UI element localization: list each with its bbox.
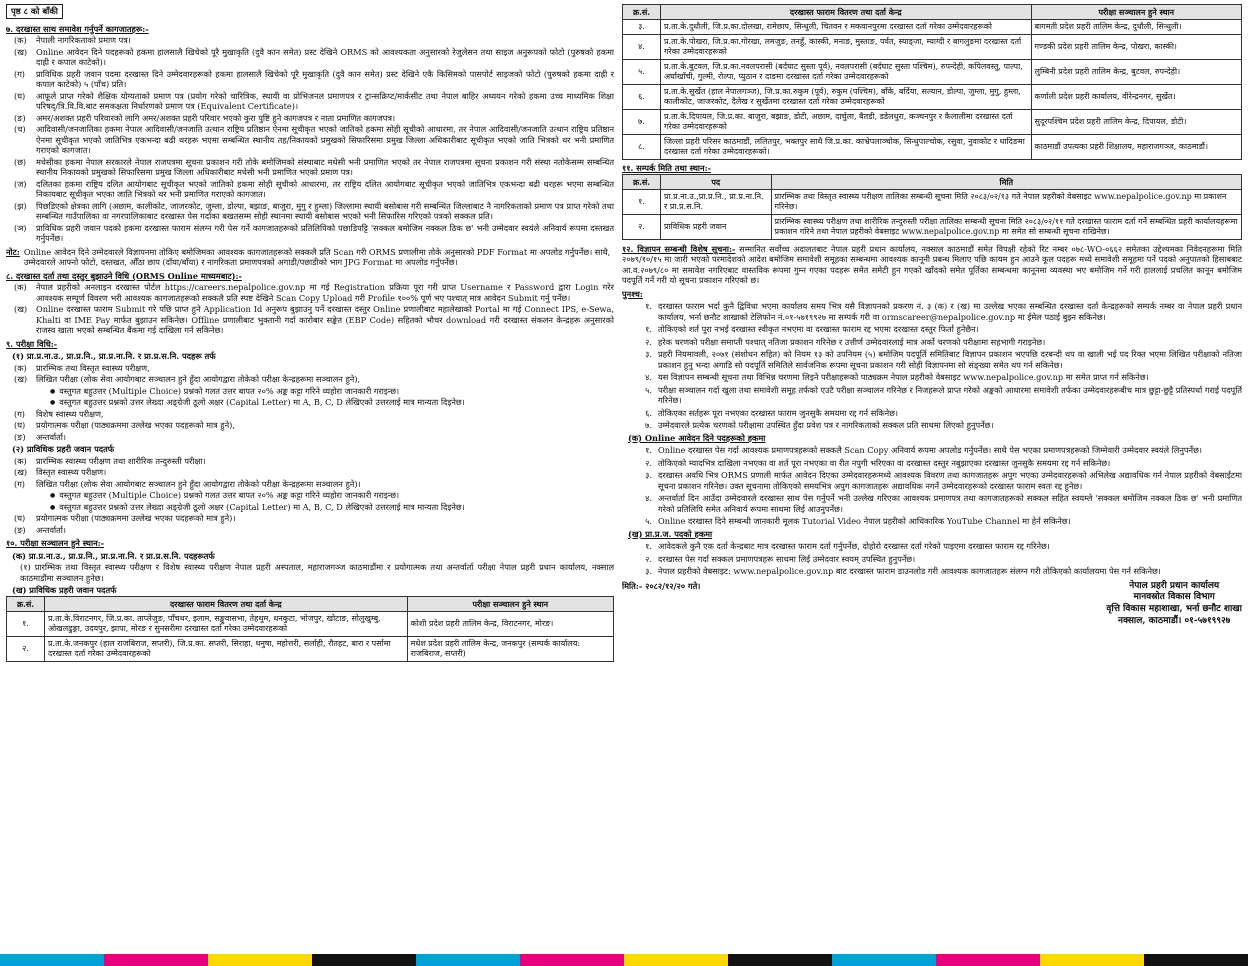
item-text: नेपाल प्रहरीको वेबसाइट: www.nepalpolice.gov.np बाट दरखास्त फाराम डाउनलोड गरी आवश्यक कागजातहरू संलग्न गरी तोकिएको कार्यालयमा पेस गर्न सकिनेछ। (658, 566, 1161, 576)
item-text: तोकिएका सर्तहरू पूरा नभएका दरखास्त फाराम जुनसुकै समयमा रद्द गर्न सकिनेछ। (658, 407, 899, 418)
item-text: उम्मेदवारले प्रत्येक चरणको परीक्षामा उपस्थित हुँदा प्रवेश पत्र र नागरिकताको सक्कल प्रति साथमा लिएको हुनुपर्नेछ। (658, 420, 994, 430)
bullet-item: ● वस्तुगत बहुउत्तर प्रश्नको उत्तर लेख्दा अङ्ग्रेजी ठूलो अक्षर (Capital Letter) मा A, B, C, D लेखिएको उत्तरलाई मात्र मान्यता दिइनेछ। (6, 502, 614, 513)
table-cell-n: १. (7, 611, 45, 636)
table-cell-n: ३. (623, 20, 661, 35)
section10-heading: १०. परीक्षा सञ्चालन हुने स्थान:- (6, 538, 105, 549)
office-line-4: नक्साल, काठमाडौं। ०१-५७१९९२७ (1118, 615, 1231, 626)
list-item (6, 69, 614, 90)
prajan-items (622, 541, 1242, 577)
section9-sub1-items2 (6, 409, 614, 443)
right-center-table (622, 4, 1242, 160)
list-item (622, 470, 1242, 491)
table-cell-center: प्र.ता.के.पोखरा, जि.प्र.का.गोरखा, लमजुङ, तनहुँ, कास्की, मनाङ, मुस्ताङ, पर्वत, स्याङ्जा, म्याग्दी र बागलुङमा दरखास्त दर्ता गरेका उम्मेदवारहरूको (661, 35, 1032, 60)
office-line-1: नेपाल प्रहरी प्रधान कार्यालय (1129, 580, 1220, 591)
table-cell-center: प्र.ता.के.बुटवल, जि.प्र.का.नवलपरासी (बर्दघाट सुस्ता पूर्व), नवलपरासी (बर्दघाट सुस्ता पश्चिम), रुपन्देही, कपिलवस्तु, पाल्पा, अर्घाखाँची, गुल्मी, रोल्पा, प्युठान र दाङमा दरखास्त दर्ता गरेका उम्मेदवारहरूको (661, 60, 1032, 85)
left-column (6, 4, 614, 954)
table-cell-place: कोशी प्रदेश प्रहरी तालिम केन्द्र, विराटनगर, मोरङ। (407, 611, 613, 636)
section8-heading: ८. दरखास्त दर्ता तथा दस्तुर बुझाउने विधि (ORMS Online माध्यमबाट):- (6, 270, 242, 281)
list-item (6, 456, 614, 467)
item-key: (ङ) (14, 431, 26, 442)
table-cell-n: ८. (623, 135, 661, 160)
table-row (623, 20, 1242, 35)
table-header-cell: क्र.सं. (623, 5, 661, 20)
item-key: ४. (645, 372, 652, 382)
table-cell-place: लुम्बिनी प्रदेश प्रहरी तालिम केन्द्र, बुटवल, रुपन्देही। (1031, 60, 1241, 85)
item-key: (छ) (14, 156, 27, 167)
color-swatch (728, 954, 832, 966)
item-key: (ख) (14, 467, 28, 478)
item-key: (क) (14, 35, 27, 46)
item-key: (च) (14, 124, 26, 135)
footer (622, 581, 1242, 628)
table-cell-n: ४. (623, 35, 661, 60)
item-text: प्रारम्भिक तथा विस्तृत स्वास्थ्य परीक्षण, (36, 362, 150, 373)
item-key: (ग) (14, 478, 25, 489)
list-item (6, 223, 614, 244)
item-key: (घ) (14, 90, 26, 101)
list-item (6, 479, 614, 490)
color-registration-bar (0, 954, 1248, 966)
table-row (7, 611, 614, 636)
item-text: हरेक चरणको परीक्षा समाप्ती पश्चात् नतिजा प्रकाशन गरिनेछ र उत्तीर्ण उम्मेदवारलाई मात्र अर्को चरणको परीक्षामा सहभागी गराइनेछ। (658, 336, 1046, 347)
section10-subkh: (ख) प्राविधिक प्रहरी जवान पदतर्फ (12, 585, 117, 596)
table-cell-n: ६. (623, 85, 661, 110)
item-text: लिखित परीक्षा (लोक सेवा आयोगबाट सञ्चालन हुने हुँदा आयोगद्वारा तोकेको परीक्षा केन्द्रहरूमा सञ्चालन हुने), (36, 374, 361, 385)
item-text: प्रहरी नियमावली, २०७१ (संशोधन सहित) को नियम १३ को उपनियम (५) बमोजिम पदपूर्ति समितिबाट विज्ञापन प्रकाशन भएपछि दरबन्दी थप वा खाली भई पद रिक्त भएमा लिखित परीक्षाको नतिजा प्रकाशन हुनु भन्दा अगाडि सो पदपूर्ति समितिले सार्वजनिक रूपमा सूचना प्रकाशन गरी सोही विज्ञापनमा सो संङ्ख्या समेत थप गर्न सकिनेछ। (658, 349, 1242, 370)
list-item (6, 157, 614, 178)
item-key: (ग) (14, 408, 25, 419)
item-text: लिखित परीक्षा (लोक सेवा आयोगबाट सञ्चालन हुने हुँदा आयोगद्वारा तोकेको परीक्षा केन्द्रहरूमा सञ्चालन हुने)। (36, 478, 361, 489)
section9-sub2-items (6, 456, 614, 490)
item-key: १. (645, 445, 652, 455)
item-text: Online आवेदन दिने पदहरूको हकमा हालसालै खिचेको पूरै मुखाकृति (दुवै कान समेत) प्रस्ट देखिने ORMS को आवश्यकता अनुसारको रेजुलेसन तथा साइज अनुरूपको फोटो (पुरुषको हकमा दाह्री र कपाल काटेको)। (36, 46, 614, 68)
item-key: (ख) (14, 374, 28, 385)
section9-sub2: (२) प्राविधिक प्रहरी जवान पदतर्फ (12, 444, 115, 455)
item-text: Online दरखास्त पेस गर्दा आवश्यक प्रमाणपत्रहरूको सक्कलै Scan Copy अनिवार्य रूपमा अपलोड गर्नुपर्नेछ। साथै पेस भएका प्रमाणपत्रहरूको जिम्मेवारी उम्मेदवार स्वयंले लिनुपर्नेछ। (658, 445, 1202, 455)
section12-block (622, 244, 1242, 286)
list-item (622, 566, 1242, 577)
page-tag: पृष्ठ ८ को बाँकी (6, 4, 63, 19)
list-item (6, 201, 614, 222)
item-text: अन्तर्वार्ता दिन आउँदा उम्मेदवारले दरखास्त साथ पेस गर्नुपर्ने भनी उल्लेख गरिएका आवश्यक प्रमाणपत्र तथा कागजातहरूको सक्कल सहित स्वयम्ले 'सक्कल बमोजिम नक्कल ठिक छ' भनी प्रमाणित गरेको प्रतिलिपि समेत अनिवार्य रूपमा साथमा लिई आउनुपर्नेछ। (658, 493, 1242, 514)
table-header-cell: परीक्षा सञ्चालन हुने स्थान (1031, 5, 1241, 20)
list-item (622, 554, 1242, 565)
item-text: Online दरखास्त दिने सम्बन्धी जानकारी मूलक Tutorial Video नेपाल प्रहरीको आधिकारिक YouTube Channel मा हेर्न सकिनेछ। (658, 516, 1071, 526)
table-row (623, 135, 1242, 160)
online-heading: (क) Online आवेदन दिने पदहरूको हकमा (628, 432, 766, 443)
table-cell-place: सुदूरपश्चिम प्रदेश प्रहरी तालिम केन्द्र, दिपायल, डोटी। (1031, 110, 1241, 135)
list-item (622, 337, 1242, 348)
item-text: नेपाल प्रहरीको अनलाइन दरखास्त पोर्टल https://careers.nepalpolice.gov.np मा गई Registration प्रक्रिया पूरा गरी प्राप्त Username र Password द्वारा Login गरेर आवश्यक सम्पूर्ण विवरण भरी आवश्यक कागजातहरूको सक्कलै प्रति स्पष्ट देखिने Scan Copy Upload गरी Profile १००% पूर्ण भए पश्चात् मात्र आवेदन Submit गर्नु पर्नेछ। (36, 282, 614, 303)
item-key: १. (645, 541, 652, 551)
list-item (622, 420, 1242, 431)
list-item (622, 493, 1242, 514)
item-text: Online दरखास्त फाराम Submit गरे पछि प्राप्त हुने Application Id अनुरूप बुझाउनु पर्ने दरखास्त दस्तुर Online प्रणालीबाट महालेखाको Portal मा गई Connect IPS, e-Sewa, Khalti वा IME Pay मार्फत बुझाउन सकिनेछ। Offline प्रणालीबाट भुक्तानी गर्दा कारोबार सङ्केत (EBP Code) सहितको भौचर download गरी दरखास्त संकलन केन्द्रहरू अनुसारको राजस्व खाता भएको सम्बन्धित बैंकमा गई दाखिला गर्न सकिनेछ। (36, 304, 614, 336)
item-key: (क) (14, 362, 27, 373)
section9-sub2-bullets (6, 490, 614, 512)
contact-date-table (622, 174, 1242, 240)
list-item (622, 516, 1242, 527)
table-cell-n: २. (7, 636, 45, 661)
bullet-item: ● वस्तुगत बहुउत्तर प्रश्नको उत्तर लेख्दा अङ्ग्रेजी ठूलो अक्षर (Capital Letter) मा A, B, C, D लेखिएको उत्तरलाई मात्र मान्यता दिइनेछ। (6, 397, 614, 408)
item-key: ७. (645, 420, 652, 430)
bullet-item: ● वस्तुगत बहुउत्तर (Multiple Choice) प्रश्नको गलत उत्तर बापत २०% अङ्क कट्टा गरिने व्यहोरा जानकारी गराइन्छ। (6, 386, 614, 397)
list-item (622, 372, 1242, 383)
table-header-cell: पद (661, 174, 772, 189)
table-row (623, 110, 1242, 135)
table-cell-n: ५. (623, 60, 661, 85)
note-text: Online आवेदन दिने उम्मेदवारले विज्ञापनमा तोकिए बमोजिमका आवश्यक कागजातहरूको सक्कलै प्रति Scan गरी ORMS प्रणालीमा तोके अनुसारको PDF Format मा अपलोड गर्नुपर्नेछ। साथै, उम्मेदवारले आफ्नो फोटो, दस्तखत, औँठा छाप (दाँया/बाँया) र नागरिकता प्रमाणपत्रको अगाडी/पछाडीको भाग JPG Format मा अपलोड गर्नुपर्नेछ। (23, 246, 611, 268)
list-item (6, 374, 614, 385)
color-swatch (208, 954, 312, 966)
section9-sub1-items (6, 363, 614, 385)
color-swatch (520, 954, 624, 966)
note-label: नोट: (6, 246, 20, 257)
item-text: अन्तर्वार्ता। (36, 431, 67, 442)
item-text: दलितका हकमा राष्ट्रिय दलित आयोगबाट सूचीकृत भएको जातिको हकमा सोही सूचीको आधारमा, तर राष्ट्रिय दलित आयोगबाट सूचीकृत भएको जातिभित्र एकभन्दा बढी थरहरू भएमा सम्बन्धित निकायबाट सूचीकृत भएका जाति भित्रको थर भनी प्रमाणित गराएको कागजात। (36, 178, 614, 200)
table-row (623, 60, 1242, 85)
section8-items (6, 282, 614, 336)
item-key: ५. (645, 516, 652, 526)
item-text: परीक्षा सञ्चालन गर्दा खुला तथा समावेशी समूह तर्फको एउटै परीक्षा सञ्चालन गरिनेछ र निजहरूले प्राप्त गरेको अङ्कको आधारमा समावेशी तर्फका उम्मेदवारहरूबीच मात्र छुट्टा-छुट्टै प्रतिस्पर्धा गराई पदपूर्ति गरिनेछ। (658, 384, 1242, 405)
list-item (6, 282, 614, 303)
office-signature (1106, 581, 1242, 628)
online-items (622, 445, 1242, 527)
section7-items (6, 35, 614, 244)
table-row (623, 214, 1242, 239)
item-text: दरखास्त अवधि भित्र ORMS प्रणाली मार्फत आवेदन दिएका उम्मेदवारहरूमध्ये आवश्यक विवरण तथा कागजातहरू अपुग भएका उम्मेदवारहरूको अभिलेख अद्यावधिक गर्न नेपाल प्रहरीको वेबसाईटमा सूचना प्रकाशन गरिनेछ। उक्त सूचनामा तोकिएको समयभित्र अपुग कागजातहरू अद्यावधिक नगर्ने उम्मेदवारहरूको दरखास्त फाराम स्वतः रद्द हुनेछ। (658, 470, 1242, 491)
prajan-heading: (ख) प्रा.प्र.ज. पदको हकमा (628, 528, 713, 539)
item-text: अमर/अशक्त प्रहरी परिवारको लागि अमर/अशक्त प्रहरी परिवार भएको कुरा पुष्टि हुने कागजपत्र र नाता प्रमाणित कागजपत्र। (36, 112, 396, 123)
list-item (622, 541, 1242, 552)
table-row (623, 189, 1242, 214)
table-cell-place: कर्णाली प्रदेश प्रहरी कार्यालय, वीरेन्द्रनगर, सुर्खेत। (1031, 85, 1241, 110)
list-item (622, 408, 1242, 419)
section9-heading: ९. परीक्षा विधि:- (6, 338, 58, 349)
section7-heading: ७. दरखास्त साथ समावेश गर्नुपर्ने कागजातहरू:- (6, 23, 149, 34)
color-swatch (0, 954, 104, 966)
item-key: २. (645, 457, 652, 468)
item-text: आवेदकले कुनै एक दर्ता केन्द्रबाट मात्र दरखास्त फाराम दर्ता गर्नुपर्नेछ, दोहोरो दरखास्त दर्ता गरेको पाइएमा दरखास्त फाराम रद्द गरिनेछ। (658, 541, 1050, 551)
table-cell-n: ७. (623, 110, 661, 135)
item-key: १. (645, 301, 652, 311)
list-item (6, 91, 614, 112)
item-key: ५. (645, 384, 652, 395)
item-key: (ज) (14, 178, 27, 189)
table-cell-post: प्राविधिक प्रहरी जवान (661, 214, 772, 239)
list-item (6, 35, 614, 46)
list-item (622, 349, 1242, 370)
list-item (6, 420, 614, 431)
color-swatch (416, 954, 520, 966)
table-cell-n: १. (623, 189, 661, 214)
table-cell-date: प्रारम्भिक स्वास्थ्य परीक्षण तथा शारीरिक तन्दुरुस्ती परीक्षा तालिका सम्बन्धी सूचना मिति २०८३/०२/११ गते दरखास्त फाराम दर्ता गर्ने सम्बन्धित प्रहरी कार्यालयहरूमा प्रकाशन गरिने तथा नेपाल प्रहरीको वेबसाइट www.nepalpolice.gov.np मा समेत सो सम्बन्धी सूचना राखिनेछ। (771, 214, 1241, 239)
color-swatch (104, 954, 208, 966)
color-swatch (832, 954, 936, 966)
item-key: (क) (14, 455, 27, 466)
table-cell-center: प्र.ता.के.जनकपुर (हाल राजबिराज, सप्तरी), जि.प्र.का. सप्तरी, सिराहा, धनुषा, महोत्तरी, सर्लाही, रौतहट, बारा र पर्सामा दरखास्त दर्ता गरेका उम्मेदवारहरूको (45, 636, 408, 661)
office-line-2: मानवस्रोत विकास विभाग (1133, 592, 1215, 603)
item-text: पिछडिएको क्षेत्रका लागि (अछाम, कालीकोट, जाजरकोट, जुम्ला, डोल्पा, बझाङ, बाजुरा, मुगु र हुम्ला) जिल्लामा स्थायी बसोबास गरी सम्बन्धित जिल्लाबाट नै नागरिकताको प्रमाण पत्र प्राप्त गरेको तथा सम्बन्धित गाउँपालिका वा नगरपालिकाबाट दरखास्त पेस गर्दाका बखतसम्म सोही स्थानमा स्थायी बसोबास भएको भनी सिफारिस गरिएको पत्रको सक्कल प्रति। (36, 200, 614, 222)
table-row (7, 636, 614, 661)
table-cell-post: प्रा.प्र.ना.उ.,प्रा.प्र.नि., प्रा.प्र.ना.नि. र प्रा.प्र.स.नि. (661, 189, 772, 214)
item-text: प्राविधिक प्रहरी जवान पदमा दरखास्त दिने उम्मेदवारहरूको हकमा हालसालै खिचेको पूरै मुखाकृति (दुवै कान समेत) प्रस्ट देखिने एकै किसिमको पासपोर्ट साइजको फोटो (पुरुषको हकमा दाह्री र कपाल काटेको) ५ (पाँच) प्रति। (36, 68, 614, 90)
table-cell-center: प्र.ता.के.दिपायल, जि.प्र.का. बाजुरा, बझाङ, डोटी, अछाम, दार्चुला, बैतडी, डडेलधुरा, कञ्चनपुर र कैलालीमा दरखास्त दर्ता गरेका उम्मेदवारहरूको (661, 110, 1032, 135)
item-text: प्रयोगात्मक परीक्षा (पाठ्यक्रममा उल्लेख भएका पदहरूको मात्र हुने), (36, 420, 235, 431)
section10-subk: (क) प्रा.प्र.ना.उ., प्रा.प्र.नि., प्रा.प्र.ना.नि. र प्रा.प्र.स.नि. पदहरूतर्फ (12, 550, 215, 561)
list-item (622, 385, 1242, 406)
item-text: अन्तर्वार्ता। (36, 524, 67, 535)
list-item (622, 324, 1242, 335)
table-cell-place: मधेश प्रदेश प्रहरी तालिम केन्द्र, जनकपुर (सम्पर्क कार्यालय: राजबिराज, सप्तरी) (407, 636, 613, 661)
punascha-heading: पुनश्च: (622, 288, 643, 299)
item-key: (ग) (14, 68, 25, 79)
item-key: ४. (645, 493, 652, 503)
item-key: ३. (645, 470, 652, 480)
section12-heading: १२. विज्ञापन सम्बन्धी विशेष सूचना:- (622, 243, 736, 254)
item-key: २. (645, 553, 652, 564)
item-key: (क) (14, 282, 27, 293)
item-key: (ञ) (14, 222, 27, 233)
table-header-cell: दरखास्त फाराम वितरण तथा दर्ता केन्द्र (661, 5, 1032, 20)
left-center-table (6, 596, 614, 662)
item-text: यस विज्ञापन सम्बन्धी सूचना तथा विभिन्न चरणमा लिइने परीक्षाहरूको पाठ्यक्रम नेपाल प्रहरीको वेबसाइट www.nepalpolice.gov.np मा समेत प्राप्त गर्न सकिनेछ। (658, 372, 1149, 382)
issue-date: मिति:- २०८२/१२/२० गते। (622, 580, 701, 591)
list-item (6, 124, 614, 156)
table-cell-center: प्र.ता.के.दुधौली, जि.प्र.का.दोलखा, रामेछाप, सिन्धुली, चितवन र मकवानपुरमा दरखास्त दर्ता गरेका उम्मेदवारहरूको (661, 20, 1032, 35)
section10-subk-text: (१) प्रारम्भिक तथा विस्तृत स्वास्थ्य परीक्षण र विशेष स्वास्थ्य परीक्षण नेपाल प्रहरी अस्पताल, महाराजगञ्ज काठमाडौंमा र प्रयोगात्मक तथा अन्तर्वार्ता परीक्षा नेपाल प्रहरी प्रधान कार्यालय, नक्साल काठमाडौंमा सञ्चालन हुनेछ। (20, 562, 614, 583)
list-item (6, 47, 614, 68)
item-text: विस्तृत स्वास्थ्य परीक्षण। (36, 467, 107, 478)
list-item (6, 179, 614, 200)
table-cell-place: बागमती प्रदेश प्रहरी तालिम केन्द्र, दुधौली, सिन्धुली। (1031, 20, 1241, 35)
table-cell-n: २. (623, 214, 661, 239)
right-column (622, 4, 1242, 954)
table-header-cell: क्र.सं. (623, 174, 661, 189)
section12-text: सम्मानित सर्वोच्च अदालतबाट नेपाल प्रहरी प्रधान कार्यालय, नक्साल काठमाडौं समेत विपक्षी रहेको रिट नम्बर ०७८-WO-०६६२ समेतका उद्देश्यमका निवेदनहरूमा मिति २०७९/१०/१५ मा जारी भएको परमादेशको आदेश बमोजिम समावेशी समूहका सम्बन्धमा आवश्यक कानूनी प्रबन्ध मिलाए पछि कायम हुन आउने कूल पदहरू मध्ये समावेशी समूहमा पर्ने पदको अनुपातको हिसाबबाट आ.व.२०७९/८० मा समावेश नगरिएबाट वास्तविक रूपमा गुम्न गएका पदहरू समेत समेटी हुन गएको खाँदको समेत पूर्तिका सम्बन्धमा कानूनमा व्यवस्था भए बमोजिम गर्ने गरी हाललाई प्रचलित कानून बमोजिम पदपूर्ति गर्ने गरी यो सूचना प्रकाशन गरिएको छ। (622, 243, 1242, 285)
item-text: मधेसीका हकमा नेपाल सरकारले नेपाल राजपत्रमा सूचना प्रकाशन गरी तोके बमोजिमको संस्थाबाट मधेसी भनी प्रमाणित भएको तर नेपाल राजपत्रमा सूचना प्रकाशन गरी संस्था नतोकेसम्म सम्बन्धित स्थानीय निकायको प्रमुखको सिफारिसमा प्रमुख जिल्ला अधिकारीबाट मधेसी भनी प्रमाणित भएको प्रमाण पत्र। (36, 156, 614, 178)
document-page (6, 4, 1242, 954)
item-text: तोकिएको शर्त पूरा नभई दरखास्त स्वीकृत नभएमा वा दरखास्त फाराम रद्द भएमा दरखास्त दस्तुर फिर्ता हुनेछैन। (658, 324, 979, 334)
list-item (6, 304, 614, 336)
section9-sub2-items2 (6, 513, 614, 535)
item-text: दरखास्त पेस गर्दा सक्कल प्रमाणपत्रहरू साथमा लिई उम्मेदवार स्वयम् उपस्थित हुनुपर्नेछ। (658, 553, 916, 564)
color-swatch (312, 954, 416, 966)
table-cell-place: काठमाडौं उपत्यका प्रहरी शिक्षालय, महाराजगञ्ज, काठमाडौं। (1031, 135, 1241, 160)
section9-sub1: (१) प्रा.प्र.ना.उ., प्रा.प्र.नि., प्रा.प्र.ना.नि. र प्रा.प्र.स.नि. पदहरू तर्फ (12, 351, 216, 362)
item-key: ३. (645, 349, 652, 359)
item-key: (ख) (14, 304, 28, 315)
color-swatch (936, 954, 1040, 966)
office-line-3: वृत्ति विकास महाशाखा, भर्ना छनौट शाखा (1106, 603, 1242, 614)
table-cell-place: गण्डकी प्रदेश प्रहरी तालिम केन्द्र, पोखरा, कास्की। (1031, 35, 1241, 60)
item-key: ३. (645, 566, 652, 576)
item-key: (घ) (14, 513, 26, 524)
item-key: ६. (645, 407, 652, 418)
item-text: आदिवासी/जनजातिका हकमा नेपाल आदिवासी/जनजाति उत्थान राष्ट्रिय प्रतिष्ठान ऐनमा सूचीकृत भएको जातिको हकमा सोही सूचीको आधारमा, तर नेपाल आदिवासी/जनजाति उत्थान राष्ट्रिय प्रतिष्ठान ऐनमा सूचीकृत भएको जातिभित्र एकभन्दा बढी थरहरू भएमा सम्बन्धित स्थानीय तह/निकायको प्रमुखको सिफारिसमा प्रमुख जिल्ला अधिकारीबाट सूचीकृत भएको जाति भित्रको थर भनी प्रमाणित गराएको कागजात। (36, 124, 614, 156)
list-item (6, 513, 614, 524)
list-item (6, 409, 614, 420)
item-key: (घ) (14, 420, 26, 431)
item-key: १. (645, 324, 652, 334)
list-item (622, 301, 1242, 322)
punascha-items (622, 301, 1242, 431)
item-text: प्रयोगात्मक परीक्षा (पाठ्यक्रममा उल्लेख भएका पदहरूको मात्र हुने)। (36, 513, 236, 524)
table-row (623, 85, 1242, 110)
list-item (6, 525, 614, 536)
table-row (623, 35, 1242, 60)
table-header-cell: दरखास्त फाराम वितरण तथा दर्ता केन्द्र (45, 596, 408, 611)
section9-sub1-bullets (6, 386, 614, 408)
table-header-cell: परीक्षा सञ्चालन हुने स्थान (407, 596, 613, 611)
item-key: (ङ) (14, 112, 26, 123)
item-text: विशेष स्वास्थ्य परीक्षण, (36, 408, 104, 419)
item-key: (झ) (14, 200, 27, 211)
color-swatch (1040, 954, 1144, 966)
table-header-cell: मिति (771, 174, 1241, 189)
item-key: (ङ) (14, 524, 26, 535)
item-key: (ख) (14, 46, 28, 57)
item-text: नेपाली नागरिकताको प्रमाण पत्र। (36, 35, 131, 46)
list-item (622, 445, 1242, 456)
list-item (622, 458, 1242, 469)
list-item (6, 467, 614, 478)
table-header-cell: क्र.सं. (7, 596, 45, 611)
table-cell-center: प्र.ता.के.सुर्खेत (हाल नेपालगञ्ज), जि.प्र.का.रुकुम (पूर्व), रुकुम (पश्चिम), बाँके, बर्दिया, सल्यान, डोल्पा, जुम्ला, मुगु, हुम्ला, कालीकोट, जाजरकोट, दैलेख र सुर्खेतमा दरखास्त दर्ता गरेका उम्मेदवारहरूको (661, 85, 1032, 110)
item-text: प्रारम्भिक स्वास्थ्य परीक्षण तथा शारीरिक तन्दुरुस्ती परीक्षा। (36, 455, 206, 466)
item-text: दरखास्त फाराम भर्दा कुनै द्विविधा भएमा कार्यालय समय भित्र यसै विज्ञापनको प्रकरण नं. ३ (क) र (ख) मा उल्लेख भएका सम्बन्धित दरखास्त दर्ता केन्द्रहरूको सम्पर्क नम्बर वा नेपाल प्रहरी प्रधान कार्यालय, भर्ना छनौट शाखाको टेलिफोन नं.०१-५७१९९२७ मा सम्पर्क गरी वा ormscareer@nepalpolice.gov.np मा ईमेल पठाई बुझ्न सकिनेछ। (658, 301, 1242, 322)
item-text: प्राविधिक प्रहरी जवान पदको हकमा दरखास्त फाराम संलग्न गरी पेस गर्ने कागजातहरूको प्रतिलिपिको पछाडिपट्टि 'सक्कल बमोजिम नक्कल ठिक छ' भनी उम्मेदवार स्वयंले अनिवार्य रूपमा दस्तखत गर्नुपर्नेछ। (36, 222, 614, 244)
section7-note (6, 247, 614, 268)
list-item (6, 113, 614, 124)
section11-heading: ११. सम्पर्क मिति तथा स्थान:- (622, 163, 712, 173)
list-item (6, 432, 614, 443)
table-cell-date: प्रारम्भिक तथा विस्तृत स्वास्थ्य परीक्षण तालिका सम्बन्धी सूचना मिति २०८३/०२/१३ गते नेपाल प्रहरीको वेबसाइट www.nepalpolice.gov.np मा प्रकाशन गरिनेछ। (771, 189, 1241, 214)
table-cell-center: प्र.ता.के.विराटनगर, जि.प्र.का. ताप्लेजुङ, पाँचथर, इलाम, सङ्खुवासभा, तेहथुम, धनकुटा, भोजपुर, खोटाङ, सोलुखुम्बु, ओखलढुङ्गा, उदयपुर, झापा, मोरङ र सुनसरीमा दरखास्त दर्ता गरेका उम्मेदवारहरूको (45, 611, 408, 636)
item-text: आफूले प्राप्त गरेको शैक्षिक योग्यताको प्रमाण पत्र (प्रयोग गरेको चारित्रिक, स्थायी वा प्रोभिजनल प्रमाणपत्र र ट्रान्सक्रिप्ट/मार्कसीट तथा नेपाल बाहिर अध्ययन गरेको हकमा उच्च माध्यमिक शिक्षा परिषद्/त्रि.वि.वि.बाट समकक्षता निर्धारणको प्रमाण पत्र (Equivalent Certificate)। (36, 90, 614, 112)
list-item (6, 363, 614, 374)
bullet-item: ● वस्तुगत बहुउत्तर (Multiple Choice) प्रश्नको गलत उत्तर बापत २०% अङ्क कट्टा गरिने व्यहोरा जानकारी गराइन्छ। (6, 490, 614, 501)
item-key: २. (645, 336, 652, 347)
item-text: तोकिएको म्यादभित्र दाखिला नभएका वा शर्त पूरा नभएका वा रीत नपुगी भरिएका वा दरखास्त दस्तुर नबुझाएका दरखास्त जुनसुकै समयमा रद्द गर्न सकिनेछ। (658, 457, 1111, 468)
table-cell-center: जिल्ला प्रहरी परिसर काठमाडौं, ललितपुर, भक्तपुर साथै जि.प्र.का. काभ्रेपलाञ्चोक, सिन्धुपाल्चोक, रसुवा, नुवाकोट र धादिङमा दरखास्त दर्ता गरेका उम्मेदवारहरूको। (661, 135, 1032, 160)
color-swatch (624, 954, 728, 966)
color-swatch (1144, 954, 1248, 966)
